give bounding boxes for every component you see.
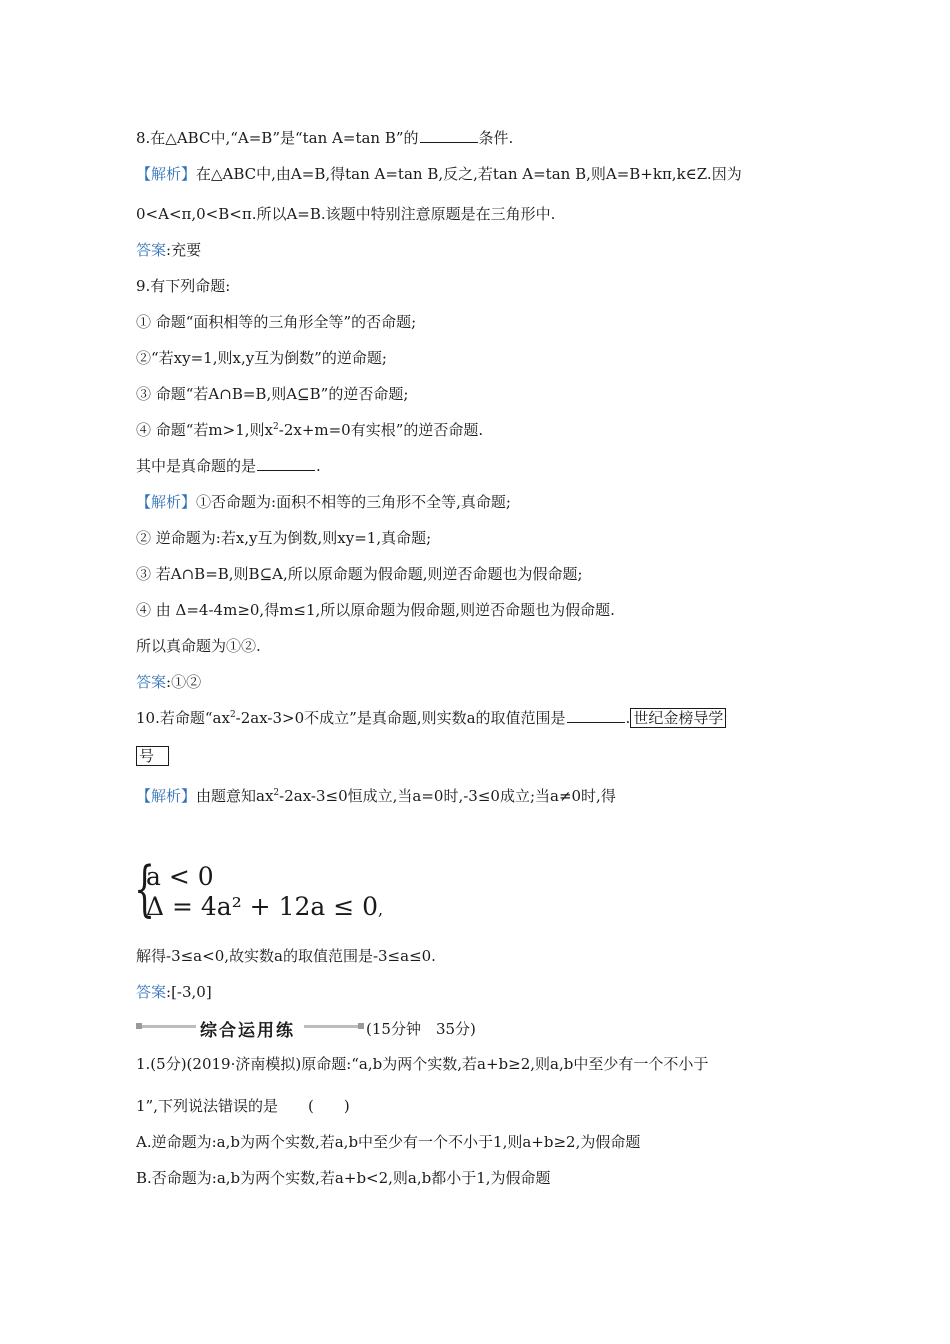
q8-blank [420, 128, 478, 143]
system-tail: , [378, 900, 384, 919]
q8-analysis-line2: 0<A<π,0<B<π.所以A=B.该题中特别注意原题是在三角形中. [136, 205, 556, 223]
p1-stem-2: 1”,下列说法错误的是 ( ) [136, 1097, 350, 1115]
system-row-1: a < 0 [146, 862, 214, 891]
section-meta: (15分钟 35分) [366, 1020, 476, 1038]
q10-source-box: 世纪金榜导学 [630, 708, 726, 728]
q10-analysis-tag: 【解析】 [136, 787, 197, 805]
q9-item-3: ③ 命题“若A∩B=B,则A⊆B”的逆否命题; [136, 385, 409, 403]
q8-stem-text: 8.在△ABC中,“A=B”是“tan A=tan B”的 [136, 129, 419, 147]
q9-analysis-tag: 【解析】 [136, 493, 197, 511]
q9-blank [257, 456, 315, 471]
q9-question-end: . [316, 457, 321, 475]
q8-analysis-text1: 在△ABC中,由A=B,得tan A=tan B,反之,若tan A=tan B,则A=B+kπ,k∈Z.因为 [196, 165, 742, 183]
q9-item-2: ②“若xy=1,则x,y互为倒数”的逆命题; [136, 349, 387, 367]
q9-analysis-line2: ② 逆命题为:若x,y互为倒数,则xy=1,真命题; [136, 529, 432, 547]
section-rule-right [304, 1025, 360, 1028]
q8-answer [136, 240, 201, 260]
p1-stem-1: 1.(5分)(2019·济南模拟)原命题:“a,b为两个实数,若a+b≥2,则a,b中至少有一个不小于 [136, 1055, 709, 1073]
q9-answer [136, 672, 201, 692]
q10-answer-tag: 答案 [136, 983, 167, 1001]
q9-item-1: ① 命题“面积相等的三角形全等”的否命题; [136, 313, 417, 331]
q9-analysis-line3: ③ 若A∩B=B,则B⊆A,所以原命题为假命题,则逆否命题也为假命题; [136, 565, 583, 583]
q9-item-4-sup: 2 [273, 422, 279, 432]
q10-stem [136, 708, 726, 728]
system-row-2-text: Δ = 4a² + 12a ≤ 0 [146, 892, 379, 921]
q8-stem [136, 128, 513, 148]
q9-analysis-line1 [136, 492, 511, 512]
p1-option-b: B.否命题为:a,b为两个实数,若a+b<2,则a,b都小于1,为假命题 [136, 1169, 551, 1187]
system-row-2 [146, 892, 383, 925]
q9-question-text: 其中是真命题的是 [136, 457, 257, 475]
q10-stem-sup: 2 [229, 710, 236, 720]
p1-option-a: A.逆命题为:a,b为两个实数,若a,b中至少有一个不小于1,则a+b≥2,为假命题 [136, 1133, 641, 1151]
system-brace: { [134, 854, 156, 924]
q9-analysis-line5: 所以真命题为①②. [136, 637, 261, 655]
q10-stem-end: . [625, 709, 631, 727]
q10-stem-a: 10.若命题“ax [136, 709, 230, 727]
inequality-system [134, 854, 384, 928]
q8-answer-text: :充要 [166, 241, 202, 259]
section-dot-right [358, 1023, 364, 1029]
q9-analysis-text1: ①否命题为:面积不相等的三角形不全等,真命题; [196, 493, 511, 511]
q10-analysis-a: 由题意知ax [196, 787, 274, 805]
q10-analysis [136, 786, 616, 806]
q8-analysis-line1 [136, 164, 742, 184]
q10-analysis-b: -2ax-3≤0恒成立,当a=0时,-3≤0成立;当a≠0时,得 [279, 787, 616, 805]
q10-stem-b: -2ax-3>0不成立”是真命题,则实数a的取值范围是 [235, 709, 566, 727]
section-header [136, 1016, 536, 1041]
section-title: 综合运用练 [196, 1016, 299, 1041]
section-rule-left [138, 1025, 198, 1028]
q9-item-4-a: ④ 命题“若m>1,则x [136, 421, 274, 439]
q10-solve: 解得-3≤a<0,故实数a的取值范围是-3≤a≤0. [136, 947, 436, 965]
section-dot-left [136, 1023, 142, 1029]
q8-analysis-tag: 【解析】 [136, 165, 197, 183]
q9-answer-text: :①② [166, 673, 202, 691]
q9-item-4 [136, 420, 483, 440]
q10-source-box-2-line [136, 746, 169, 766]
q8-stem-end: 条件. [478, 129, 514, 147]
q9-answer-tag: 答案 [136, 673, 167, 691]
q9-item-4-b: -2x+m=0有实根”的逆否命题. [278, 421, 484, 439]
q8-answer-tag: 答案 [136, 241, 167, 259]
q10-source-box-2: 号 [136, 746, 169, 766]
q9-question [136, 456, 321, 476]
q10-answer [136, 982, 212, 1002]
q10-blank [567, 708, 625, 723]
q9-stem: 9.有下列命题: [136, 277, 231, 295]
q9-analysis-line4: ④ 由 Δ=4-4m≥0,得m≤1,所以原命题为假命题,则逆否命题也为假命题. [136, 601, 615, 619]
q10-answer-text: :[-3,0] [166, 983, 212, 1001]
q10-analysis-sup: 2 [273, 788, 280, 798]
